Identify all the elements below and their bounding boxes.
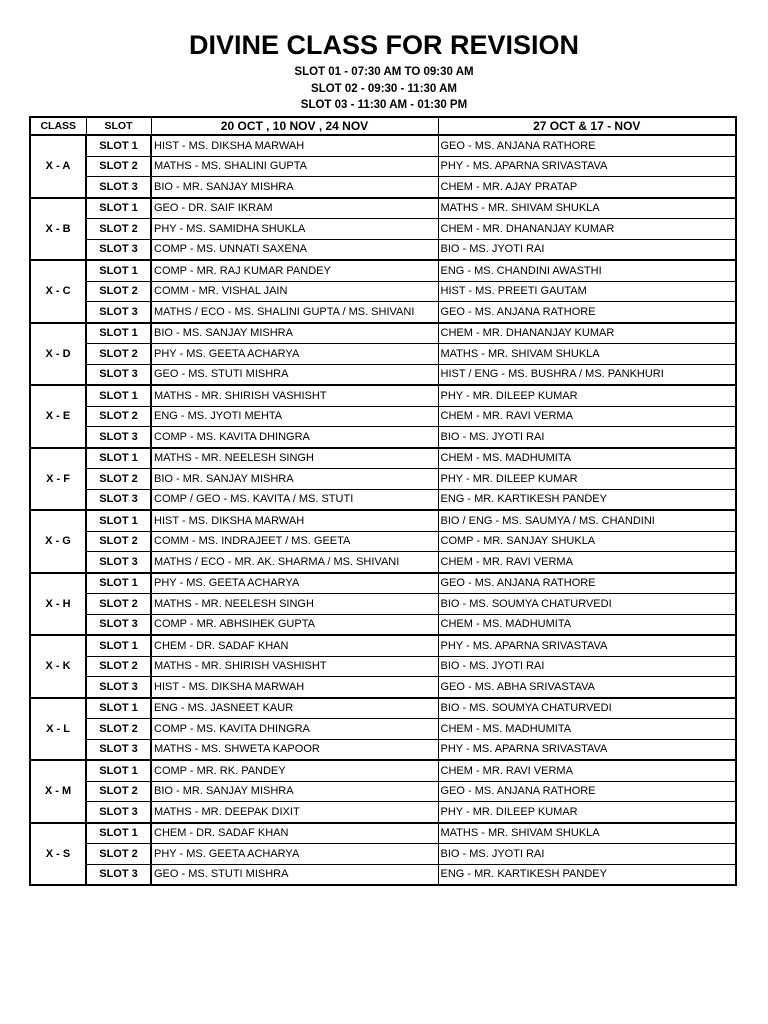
session-cell-date-group-2: BIO - MS. JYOTI RAI [438,427,736,448]
class-cell: X - M [30,760,86,823]
session-cell-date-group-1: MATHS - MR. NEELESH SINGH [151,448,438,469]
session-cell-date-group-2: HIST - MS. PREETI GAUTAM [438,281,736,302]
slot-cell: SLOT 2 [86,156,151,177]
session-cell-date-group-2: BIO / ENG - MS. SAUMYA / MS. CHANDINI [438,510,736,531]
slot-time-2: SLOT 02 - 09:30 - 11:30 AM [311,83,457,95]
session-cell-date-group-2: HIST / ENG - MS. BUSHRA / MS. PANKHURI [438,364,736,385]
session-cell-date-group-2: PHY - MS. APARNA SRIVASTAVA [438,739,736,760]
table-row [30,531,736,552]
header-slot: SLOT [86,117,151,135]
session-cell-date-group-2: MATHS - MR. SHIVAM SHUKLA [438,823,736,844]
slot-cell: SLOT 3 [86,802,151,823]
class-cell: X - K [30,635,86,698]
table-row [30,510,736,531]
session-cell-date-group-1: COMP - MR. RAJ KUMAR PANDEY [151,260,438,281]
slot-cell: SLOT 1 [86,635,151,656]
slot-cell: SLOT 3 [86,302,151,323]
session-cell-date-group-2: MATHS - MR. SHIVAM SHUKLA [438,344,736,365]
session-cell-date-group-1: BIO - MR. SANJAY MISHRA [151,469,438,490]
session-cell-date-group-1: COMP - MS. UNNATI SAXENA [151,239,438,260]
slot-cell: SLOT 2 [86,656,151,677]
table-row [30,614,736,635]
session-cell-date-group-1: COMM - MS. INDRAJEET / MS. GEETA [151,531,438,552]
session-cell-date-group-1: COMP / GEO - MS. KAVITA / MS. STUTI [151,489,438,510]
table-row [30,573,736,594]
table-row [30,281,736,302]
session-cell-date-group-1: GEO - MS. STUTI MISHRA [151,864,438,885]
session-cell-date-group-2: CHEM - MR. RAVI VERMA [438,760,736,781]
session-cell-date-group-1: HIST - MS. DIKSHA MARWAH [151,510,438,531]
class-cell: X - E [30,385,86,448]
table-row [30,177,736,198]
slot-cell: SLOT 3 [86,489,151,510]
slot-cell: SLOT 1 [86,760,151,781]
slot-cell: SLOT 1 [86,135,151,156]
class-cell: X - F [30,448,86,511]
slot-cell: SLOT 1 [86,198,151,219]
table-row [30,260,736,281]
class-cell: X - L [30,698,86,761]
slot-cell: SLOT 2 [86,844,151,865]
class-cell: X - C [30,260,86,323]
session-cell-date-group-2: PHY - MS. APARNA SRIVASTAVA [438,156,736,177]
slot-cell: SLOT 2 [86,531,151,552]
slot-cell: SLOT 3 [86,177,151,198]
class-cell: X - D [30,323,86,386]
table-row [30,489,736,510]
session-cell-date-group-1: PHY - MS. GEETA ACHARYA [151,344,438,365]
session-cell-date-group-1: MATHS - MR. SHIRISH VASHISHT [151,385,438,406]
session-cell-date-group-2: GEO - MS. ANJANA RATHORE [438,302,736,323]
slot-cell: SLOT 3 [86,239,151,260]
session-cell-date-group-1: MATHS - MR. NEELESH SINGH [151,594,438,615]
slot-cell: SLOT 1 [86,448,151,469]
table-body [30,135,736,885]
slot-cell: SLOT 1 [86,260,151,281]
table-row [30,385,736,406]
slot-cell: SLOT 3 [86,614,151,635]
slot-cell: SLOT 2 [86,281,151,302]
session-cell-date-group-1: COMP - MR. ABHSIHEK GUPTA [151,614,438,635]
table-row [30,323,736,344]
table-row [30,364,736,385]
table-row [30,198,736,219]
session-cell-date-group-1: GEO - MS. STUTI MISHRA [151,364,438,385]
session-cell-date-group-1: GEO - DR. SAIF IKRAM [151,198,438,219]
slot-cell: SLOT 2 [86,781,151,802]
session-cell-date-group-2: BIO - MS. SOUMYA CHATURVEDI [438,698,736,719]
class-cell: X - B [30,198,86,261]
table-row [30,781,736,802]
table-row [30,239,736,260]
session-cell-date-group-1: BIO - MR. SANJAY MISHRA [151,177,438,198]
table-row [30,677,736,698]
session-cell-date-group-2: GEO - MS. ANJANA RATHORE [438,135,736,156]
session-cell-date-group-2: COMP - MR. SANJAY SHUKLA [438,531,736,552]
session-cell-date-group-1: COMM - MR. VISHAL JAIN [151,281,438,302]
session-cell-date-group-2: PHY - MR. DILEEP KUMAR [438,802,736,823]
slot-cell: SLOT 1 [86,823,151,844]
table-row [30,448,736,469]
class-cell: X - H [30,573,86,636]
session-cell-date-group-1: BIO - MS. SANJAY MISHRA [151,323,438,344]
session-cell-date-group-1: PHY - MS. GEETA ACHARYA [151,844,438,865]
table-row [30,302,736,323]
slot-cell: SLOT 2 [86,594,151,615]
session-cell-date-group-1: COMP - MR. RK. PANDEY [151,760,438,781]
session-cell-date-group-2: CHEM - MS. MADHUMITA [438,614,736,635]
slot-time-3: SLOT 03 - 11:30 AM - 01:30 PM [300,99,468,111]
table-row [30,344,736,365]
session-cell-date-group-2: BIO - MS. SOUMYA CHATURVEDI [438,594,736,615]
header-date-group-2: 27 OCT & 17 - NOV [438,117,736,135]
session-cell-date-group-2: ENG - MR. KARTIKESH PANDEY [438,864,736,885]
session-cell-date-group-2: CHEM - MR. DHANANJAY KUMAR [438,323,736,344]
session-cell-date-group-1: ENG - MS. JYOTI MEHTA [151,406,438,427]
table-row [30,635,736,656]
session-cell-date-group-2: CHEM - MR. DHANANJAY KUMAR [438,219,736,240]
session-cell-date-group-1: ENG - MS. JASNEET KAUR [151,698,438,719]
slot-time-1: SLOT 01 - 07:30 AM TO 09:30 AM [294,66,474,78]
session-cell-date-group-2: CHEM - MS. MADHUMITA [438,719,736,740]
table-row [30,406,736,427]
session-cell-date-group-2: BIO - MS. JYOTI RAI [438,239,736,260]
session-cell-date-group-1: MATHS - MR. SHIRISH VASHISHT [151,656,438,677]
slot-cell: SLOT 3 [86,552,151,573]
header-date-group-1: 20 OCT , 10 NOV , 24 NOV [151,117,438,135]
session-cell-date-group-2: ENG - MR. KARTIKESH PANDEY [438,489,736,510]
session-cell-date-group-1: PHY - MS. GEETA ACHARYA [151,573,438,594]
table-row [30,739,736,760]
slot-cell: SLOT 3 [86,677,151,698]
session-cell-date-group-2: GEO - MS. ABHA SRIVASTAVA [438,677,736,698]
slot-cell: SLOT 3 [86,427,151,448]
session-cell-date-group-2: GEO - MS. ANJANA RATHORE [438,781,736,802]
slot-cell: SLOT 1 [86,510,151,531]
table-row [30,656,736,677]
session-cell-date-group-2: BIO - MS. JYOTI RAI [438,844,736,865]
table-row [30,864,736,885]
slot-cell: SLOT 3 [86,739,151,760]
slot-cell: SLOT 1 [86,698,151,719]
session-cell-date-group-1: PHY - MS. SAMIDHA SHUKLA [151,219,438,240]
table-row [30,698,736,719]
session-cell-date-group-1: MATHS - MR. DEEPAK DIXIT [151,802,438,823]
session-cell-date-group-2: CHEM - MR. RAVI VERMA [438,552,736,573]
session-cell-date-group-2: ENG - MS. CHANDINI AWASTHI [438,260,736,281]
session-cell-date-group-1: HIST - MS. DIKSHA MARWAH [151,677,438,698]
session-cell-date-group-1: MATHS / ECO - MS. SHALINI GUPTA / MS. SHIVANI [151,302,438,323]
table-row [30,844,736,865]
table-header-row [30,117,736,135]
session-cell-date-group-2: BIO - MS. JYOTI RAI [438,656,736,677]
session-cell-date-group-2: GEO - MS. ANJANA RATHORE [438,573,736,594]
session-cell-date-group-2: MATHS - MR. SHIVAM SHUKLA [438,198,736,219]
slot-cell: SLOT 2 [86,406,151,427]
class-cell: X - A [30,135,86,198]
table-row [30,719,736,740]
session-cell-date-group-1: MATHS - MS. SHWETA KAPOOR [151,739,438,760]
slot-cell: SLOT 1 [86,385,151,406]
slot-cell: SLOT 2 [86,344,151,365]
table-row [30,427,736,448]
class-cell: X - S [30,823,86,886]
slot-cell: SLOT 1 [86,573,151,594]
table-row [30,156,736,177]
session-cell-date-group-2: PHY - MS. APARNA SRIVASTAVA [438,635,736,656]
slot-cell: SLOT 2 [86,469,151,490]
table-row [30,135,736,156]
session-cell-date-group-1: COMP - MS. KAVITA DHINGRA [151,427,438,448]
session-cell-date-group-1: MATHS / ECO - MR. AK. SHARMA / MS. SHIVANI [151,552,438,573]
slot-cell: SLOT 3 [86,364,151,385]
table-row [30,552,736,573]
slot-cell: SLOT 3 [86,864,151,885]
class-cell: X - G [30,510,86,573]
page-title: DIVINE CLASS FOR REVISION [188,30,580,60]
session-cell-date-group-1: HIST - MS. DIKSHA MARWAH [151,135,438,156]
slot-cell: SLOT 1 [86,323,151,344]
session-cell-date-group-2: CHEM - MR. AJAY PRATAP [438,177,736,198]
session-cell-date-group-2: CHEM - MS. MADHUMITA [438,448,736,469]
session-cell-date-group-2: CHEM - MR. RAVI VERMA [438,406,736,427]
header-class: CLASS [30,117,86,135]
session-cell-date-group-1: CHEM - DR. SADAF KHAN [151,823,438,844]
table-row [30,802,736,823]
slot-cell: SLOT 2 [86,719,151,740]
session-cell-date-group-1: MATHS - MS. SHALINI GUPTA [151,156,438,177]
revision-schedule-table [29,116,737,886]
table-row [30,469,736,490]
slot-cell: SLOT 2 [86,219,151,240]
table-row [30,760,736,781]
table-row [30,219,736,240]
session-cell-date-group-2: PHY - MR. DILEEP KUMAR [438,469,736,490]
session-cell-date-group-2: PHY - MR. DILEEP KUMAR [438,385,736,406]
table-row [30,594,736,615]
session-cell-date-group-1: BIO - MR. SANJAY MISHRA [151,781,438,802]
table-row [30,823,736,844]
session-cell-date-group-1: COMP - MS. KAVITA DHINGRA [151,719,438,740]
session-cell-date-group-1: CHEM - DR. SADAF KHAN [151,635,438,656]
